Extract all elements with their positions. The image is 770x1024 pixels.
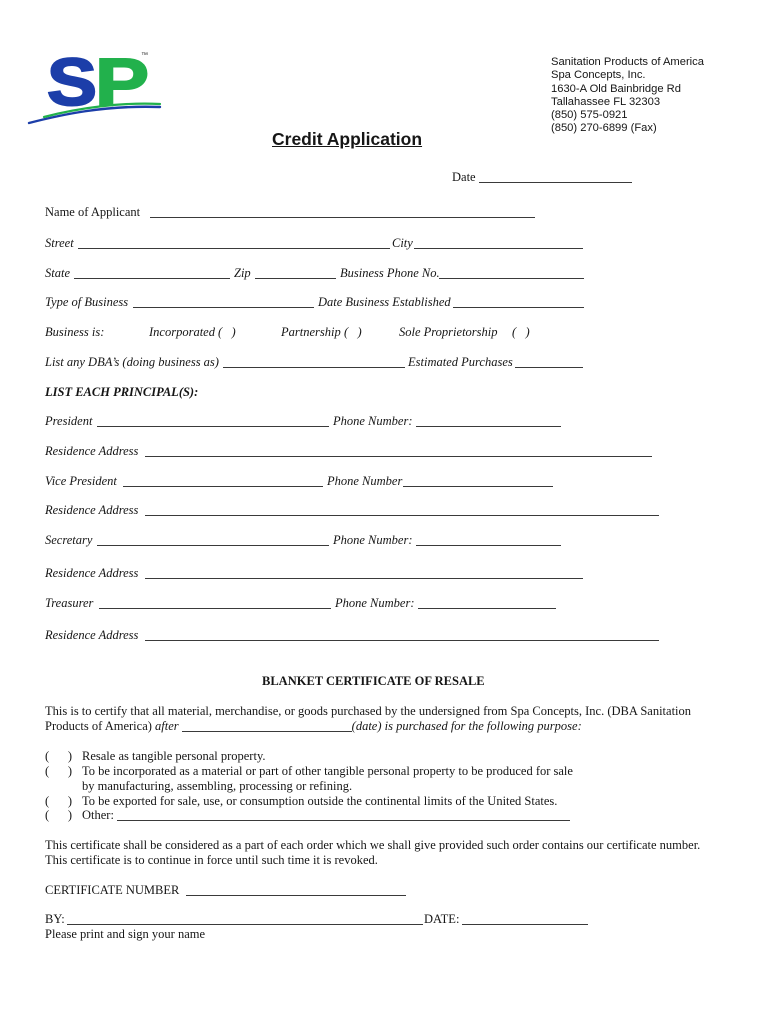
zip-label: Zip	[234, 266, 251, 280]
application-date-field[interactable]	[479, 182, 632, 183]
phone-number-label: Phone Number:	[333, 533, 413, 547]
applicant-name-field[interactable]	[150, 217, 535, 218]
certify-statement-text: Products of America)	[45, 719, 156, 733]
vice-president-name-field[interactable]	[123, 486, 323, 487]
purpose-item	[0, 763, 770, 779]
residence-address-label: Residence Address	[45, 628, 139, 642]
certificate-heading: BLANKET CERTIFICATE OF RESALE	[262, 674, 485, 688]
certificate-number-row	[0, 882, 770, 898]
zip-field[interactable]	[255, 278, 336, 279]
purpose-checkbox[interactable]: ( )	[45, 808, 73, 822]
date-label: Date	[452, 170, 476, 184]
principal-row-treasurer	[0, 595, 770, 611]
logo-letter-s: S	[47, 46, 97, 120]
dba-label: List any DBA’s (doing business as)	[45, 355, 219, 369]
residence-row-secretary	[0, 565, 770, 581]
other-purpose-field[interactable]	[117, 820, 570, 821]
applicant-name-row	[0, 204, 770, 220]
estimated-purchases-field[interactable]	[515, 367, 583, 368]
city-field[interactable]	[414, 248, 583, 249]
terms-line-1	[0, 837, 770, 853]
type-of-business-field[interactable]	[133, 307, 314, 308]
purpose-item	[0, 807, 770, 823]
phone-number-label: Phone Number	[327, 474, 403, 488]
residence-row-vice-president	[0, 502, 770, 518]
state-label: State	[45, 266, 70, 280]
principal-row-vice-president	[0, 473, 770, 489]
state-field[interactable]	[74, 278, 230, 279]
purpose-item-continuation	[0, 778, 770, 794]
company-city-line: Tallahassee FL 32303	[551, 95, 661, 108]
street-city-row	[0, 235, 770, 251]
treasurer-name-field[interactable]	[99, 608, 331, 609]
certificate-heading-row	[0, 673, 770, 689]
other-purpose-label: Other:	[82, 808, 114, 822]
street-field[interactable]	[78, 248, 390, 249]
residence-address-label: Residence Address	[45, 444, 139, 458]
business-is-label: Business is:	[45, 325, 105, 339]
company-dba-line: Spa Concepts, Inc.	[551, 69, 646, 82]
terms-text: This certificate is to continue in force until such time it is revoked.	[45, 853, 378, 867]
signature-note: Please print and sign your name	[45, 927, 206, 941]
signature-note-row	[0, 926, 770, 942]
secretary-phone-field[interactable]	[416, 545, 561, 546]
business-phone-label: Business Phone No.	[340, 266, 440, 280]
president-name-field[interactable]	[97, 426, 329, 427]
purpose-prompt-text: (date) is purchased for the following purpose:	[351, 719, 582, 733]
by-label: BY:	[45, 912, 65, 926]
principal-role-label: President	[45, 414, 93, 428]
principal-role-label: Treasurer	[45, 596, 94, 610]
residence-row-president	[0, 443, 770, 459]
business-type-established-row	[0, 294, 770, 310]
date-established-field[interactable]	[453, 307, 584, 308]
company-logo	[26, 46, 166, 128]
signature-field[interactable]	[67, 924, 423, 925]
company-fax-line: (850) 270-6899 (Fax)	[551, 122, 657, 135]
logo-letter-p: P	[95, 46, 149, 120]
residence-address-label: Residence Address	[45, 566, 139, 580]
terms-text: This certificate shall be considered as a part of each order which we shall give provided such order contains our certificate number.	[45, 838, 701, 852]
treasurer-phone-field[interactable]	[418, 608, 556, 609]
incorporated-option-label: Incorporated	[149, 325, 215, 339]
phone-number-label: Phone Number:	[333, 414, 413, 428]
president-residence-field[interactable]	[145, 456, 652, 457]
purpose-text: Resale as tangible personal property.	[82, 749, 266, 763]
purpose-text: by manufacturing, assembling, processing or refining.	[82, 779, 353, 793]
partnership-option-label: Partnership	[281, 325, 341, 339]
city-label: City	[392, 236, 413, 250]
street-label: Street	[45, 236, 74, 250]
dba-purchases-row	[0, 354, 770, 370]
principal-row-president	[0, 413, 770, 429]
date-row	[0, 169, 770, 185]
after-word: after	[155, 719, 179, 733]
business-phone-field[interactable]	[439, 278, 584, 279]
president-phone-field[interactable]	[416, 426, 561, 427]
effective-date-field[interactable]	[182, 720, 352, 732]
purpose-checkbox[interactable]: ( )	[45, 764, 73, 778]
principals-heading: LIST EACH PRINCIPAL(S):	[45, 385, 199, 399]
purpose-text: To be exported for sale, use, or consumption outside the continental limits of the United States.	[82, 794, 558, 808]
purpose-checkbox[interactable]: ( )	[45, 794, 73, 808]
certify-statement-line-1	[0, 703, 770, 719]
principals-heading-row	[0, 384, 770, 400]
type-of-business-label: Type of Business	[45, 295, 129, 309]
trademark-mark: ™	[141, 52, 148, 59]
date-established-label: Date Business Established	[318, 295, 451, 309]
signature-date-field[interactable]	[462, 924, 588, 925]
estimated-purchases-label: Estimated Purchases	[408, 355, 513, 369]
signature-date-label: DATE:	[424, 912, 460, 926]
state-zip-phone-row	[0, 265, 770, 281]
purpose-text: To be incorporated as a material or part of other tangible personal property to be produced for sale	[82, 764, 573, 778]
purpose-checkbox[interactable]: ( )	[45, 749, 73, 763]
principal-role-label: Secretary	[45, 533, 93, 547]
dba-field[interactable]	[223, 367, 405, 368]
residence-row-treasurer	[0, 627, 770, 643]
secretary-residence-field[interactable]	[145, 578, 583, 579]
company-street-line: 1630-A Old Bainbridge Rd	[551, 82, 681, 95]
certificate-number-label: CERTIFICATE NUMBER	[45, 883, 180, 897]
treasurer-residence-field[interactable]	[145, 640, 659, 641]
residence-address-label: Residence Address	[45, 503, 139, 517]
partnership-checkbox[interactable]: ( )	[344, 325, 362, 339]
phone-number-label: Phone Number:	[335, 596, 415, 610]
business-entity-row	[0, 324, 770, 340]
vice-president-phone-field[interactable]	[403, 486, 553, 487]
company-name-line: Sanitation Products of America	[551, 56, 704, 68]
certificate-number-field[interactable]	[186, 895, 406, 896]
principal-row-secretary	[0, 532, 770, 548]
signature-row	[0, 911, 770, 927]
applicant-name-label: Name of Applicant	[45, 205, 141, 219]
certify-statement-text: This is to certify that all material, merchandise, or goods purchased by the undersigned from Spa Concepts, Inc. (DBA Sanitation	[45, 704, 692, 718]
page-title: Credit Application	[272, 129, 423, 149]
certify-statement-line-2	[45, 718, 582, 734]
principal-role-label: Vice President	[45, 474, 117, 488]
purpose-item	[0, 748, 770, 764]
company-address-block	[551, 56, 704, 136]
vice-president-residence-field[interactable]	[145, 515, 659, 516]
secretary-name-field[interactable]	[97, 545, 329, 546]
company-phone-line: (850) 575-0921	[551, 109, 628, 122]
sole-proprietorship-option-label: Sole Proprietorship	[399, 325, 498, 339]
incorporated-checkbox[interactable]: ( )	[218, 325, 236, 339]
sole-proprietorship-checkbox[interactable]: ( )	[512, 325, 530, 339]
terms-line-2	[0, 852, 770, 868]
